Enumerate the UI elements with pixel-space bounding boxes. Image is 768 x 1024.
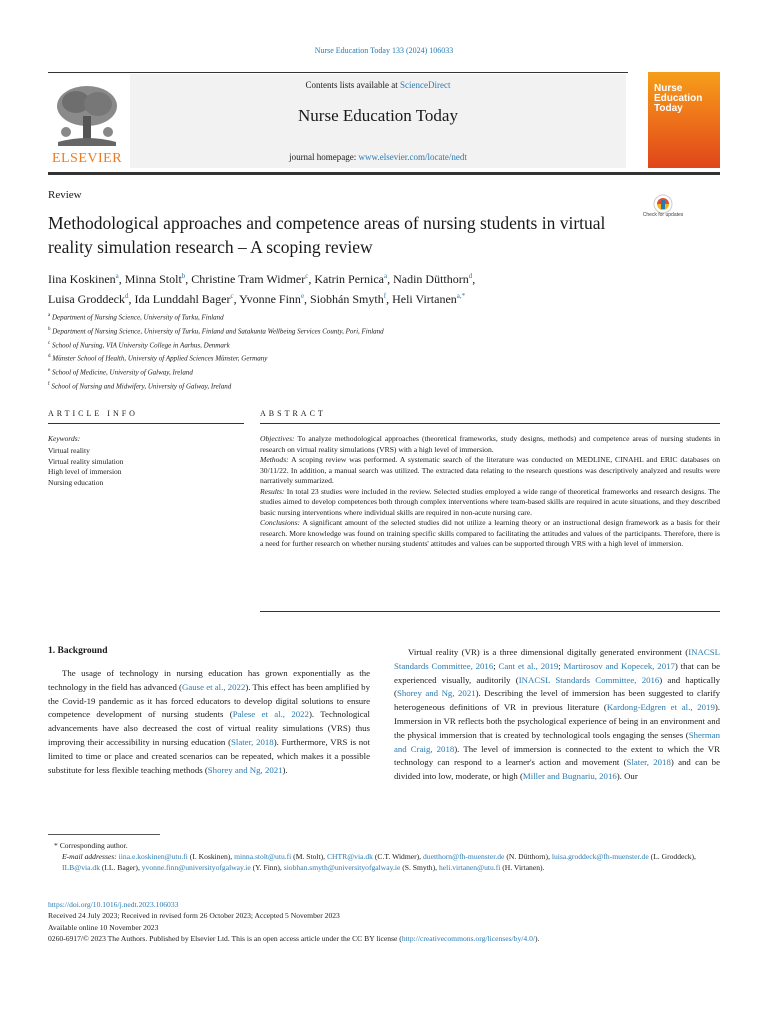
author[interactable]: Yvonne Finn [239, 292, 301, 306]
citation-link[interactable]: Sherman and Craig, 2018 [394, 729, 720, 754]
email-owner: (H. Virtanen). [500, 863, 545, 873]
license-text: ). [534, 933, 540, 943]
author-affiliation-marker[interactable]: d [124, 292, 129, 300]
results-text: In total 23 studies were included in the review. Selected studies employed a wide range of theoretical frameworks and research designs. The studies aimed to develop competences both through complex interventions where team-based skills are required in acute situations, and they described basic nursing interventions where individual skills are required in non-acute nursing care. [260, 486, 720, 517]
affiliation-text: Department of Nursing Science, University of Turku, Finland [51, 313, 224, 322]
article-title: Methodological approaches and competence areas of nursing students in virtual reality simulation research – A scoping review [48, 213, 606, 257]
body-text: ). Furthermore, VRS is not limited to time or place and created scenarios can be repeated, which makes it a possible substitute for less flexible teaching methods ( [48, 736, 370, 775]
author-list [48, 268, 648, 308]
author-affiliation-marker[interactable]: c [305, 272, 309, 280]
email-owner: (S. Smyth), [400, 863, 439, 873]
masthead-bottom-rule [48, 172, 720, 175]
author-affiliation-marker[interactable]: a [115, 272, 119, 280]
left-column-paragraph [48, 667, 370, 777]
author[interactable]: Minna Stolt [124, 272, 182, 286]
author[interactable]: Nadin Dütthorn [393, 272, 469, 286]
publication-info [48, 899, 720, 944]
affiliation-marker: c [48, 340, 51, 346]
keywords-label: Keywords: [48, 434, 81, 443]
body-text: ; [493, 660, 499, 671]
body-text: ). This effect has been amplified by the Covid-19 pandemic as it has forced educators to develop digital solutions to ensure competence development of nursing students ( [48, 681, 370, 720]
body-text: ). Describing the level of immersion has been suggested to clarify heterogeneous definitions of VR in previous literature ( [394, 688, 721, 713]
objectives-label: Objectives: [260, 434, 295, 443]
citation-link[interactable]: Kardong-Edgren et al., 2019 [606, 702, 715, 713]
email-link[interactable]: iina.e.koskinen@utu.fi [118, 852, 188, 862]
keyword: Virtual reality simulation [48, 456, 124, 466]
contents-prefix: Contents lists available at [305, 80, 400, 90]
keyword: Nursing education [48, 477, 104, 487]
author-affiliation-marker[interactable]: e [300, 292, 305, 300]
email-owner: (L. Groddeck), [648, 852, 696, 862]
article-type: Review [48, 189, 82, 201]
conclusions-label: Conclusions: [260, 518, 301, 527]
affiliation [48, 379, 648, 393]
keyword: Virtual reality [48, 446, 90, 455]
citation-link[interactable]: Miller and Bugnariu, 2016 [522, 771, 617, 782]
available-online: Available online 10 November 2023 [48, 922, 159, 932]
body-text: ). The level of immersion is connected to the extent to which the VR technology can respond to a learner's action and movement ( [394, 743, 721, 768]
affiliation-text: School of Medicine, University of Galway, Ireland [51, 368, 193, 377]
email-owner: (I. Koskinen), [187, 852, 235, 862]
email-owner: (Y. Finn), [250, 863, 284, 873]
email-owner: (C.T. Widmer), [372, 852, 423, 862]
article-info-rule [48, 423, 244, 424]
citation-link[interactable]: Martirosov and Kopecek, 2017 [563, 660, 675, 671]
affiliation-marker: f [48, 382, 50, 388]
footnote-block [48, 840, 720, 874]
homepage-link[interactable]: www.elsevier.com/locate/nedt [358, 152, 467, 162]
email-link[interactable]: heli.virtanen@utu.fi [438, 863, 501, 873]
author[interactable]: Siobhán Smyth [310, 292, 384, 306]
abstract-objectives [260, 434, 720, 455]
email-link[interactable]: CHTR@via.dk [326, 852, 373, 862]
homepage-line [130, 152, 626, 162]
body-text: ). Immersion in VR reflects both the psychological experience of being in an environment and the physical immersion that is created by technological tools engaging the senses ( [394, 702, 720, 740]
journal-cover-title: Nurse Education Today [654, 83, 703, 114]
email-link[interactable]: yvonne.finn@universityofgalway.ie [141, 863, 251, 873]
author-line-1: Iina Koskinen$^a$, Minna Stolt$^b$, Christine Tram Widmer$^c$, Katrin Pernica$^a$, Nadin Dütthorn$^d$, [48, 272, 476, 286]
affiliation [48, 338, 648, 352]
author-affiliation-marker[interactable]: a [384, 272, 388, 280]
affiliation-marker: b [48, 326, 51, 332]
contents-line [130, 80, 626, 90]
results-label: Results: [260, 486, 285, 496]
affiliation [48, 365, 648, 379]
body-text: ) that can be experienced visually, auditorily ( [394, 660, 721, 685]
affiliation-marker: d [48, 354, 51, 360]
abstract-bottom-rule [260, 611, 720, 612]
body-text: ). [282, 764, 288, 775]
affiliation-marker: e [48, 368, 51, 374]
affiliation-marker: a [48, 313, 51, 318]
citation-link[interactable]: Shorey and Ng, 2021 [207, 764, 283, 775]
email-addresses [48, 851, 720, 873]
abstract-top-rule [260, 423, 720, 424]
author[interactable]: Iina Koskinen [48, 272, 116, 286]
affiliation-list [48, 310, 648, 393]
author-affiliation-marker[interactable]: f [383, 292, 387, 300]
methods-label: Methods: [260, 455, 289, 464]
publisher-wordmark: ELSEVIER [51, 151, 123, 166]
journal-title: Nurse Education Today [298, 106, 458, 125]
author[interactable]: Luisa Groddeck [48, 292, 125, 306]
author[interactable]: Christine Tram Widmer [191, 272, 306, 286]
keyword-list [48, 446, 123, 488]
citation-link[interactable]: Shorey and Ng, 2021 [396, 688, 476, 699]
email-owner: (M. Stolt), [291, 852, 327, 862]
received-dates: Received 24 July 2023; Received in revised form 26 October 2023; Accepted 5 November 2023 [48, 911, 340, 921]
citation-link[interactable]: Slater, 2018 [626, 757, 671, 768]
license-line [48, 933, 720, 944]
body-text: ) and haptically ( [394, 674, 720, 699]
affiliation-text: School of Nursing, VIA University College in Aarhus, Denmark [51, 340, 230, 349]
check-for-updates-label[interactable]: Check for updates [642, 212, 684, 218]
author[interactable]: Heli Virtanen [392, 292, 457, 306]
objectives-text: To analyze methodological approaches (theoretical frameworks, study designs, methods) and competence areas of nursing students in research on virtual reality simulations (VRS) with a high level of immersion. [260, 434, 720, 454]
doi-link[interactable]: https://doi.org/10.1016/j.nedt.2023.106033 [48, 900, 179, 909]
affiliation [48, 351, 648, 365]
affiliation [48, 324, 648, 338]
affiliation-text: School of Nursing and Midwifery, University of Galway, Ireland [51, 382, 232, 391]
footnote-rule [48, 834, 160, 835]
section-heading-background: 1. Background [48, 646, 108, 656]
affiliation [48, 310, 648, 324]
citation-link[interactable]: Gause et al., 2022 [182, 681, 246, 692]
author[interactable]: Katrin Pernica [314, 272, 384, 286]
author-line-2: Luisa Groddeck$^d$, Ida Lunddahl Bager$^c$, Yvonne Finn$^e$, Siobhán Smyth$^f$, Heli Virtanen$^{a,*}$ [48, 292, 466, 306]
author-affiliation-marker[interactable]: d [468, 272, 473, 280]
citation-link[interactable]: Slater, 2018 [231, 736, 274, 747]
email-owner: (N. Dütthorn), [504, 852, 552, 862]
abstract-results [260, 487, 720, 519]
sciencedirect-link[interactable]: ScienceDirect [400, 80, 451, 90]
citation-link[interactable]: INACSL Standards Committee, 2016 [394, 647, 720, 671]
body-text: Virtual reality (VR) is a three dimensional digitally generated environment ( [408, 647, 689, 657]
citation-link[interactable]: INACSL Standards Committee, 2016 [518, 674, 660, 685]
body-text: ). Our [616, 771, 638, 782]
author-affiliation-marker[interactable]: b [181, 272, 186, 280]
right-column-paragraph [394, 646, 720, 784]
author-affiliation-marker[interactable]: a,* [456, 292, 466, 300]
citation-link[interactable]: Cant et al., 2019 [498, 660, 559, 671]
citation-link[interactable]: Palese et al., 2022 [232, 709, 309, 720]
abstract-methods [260, 455, 720, 487]
keyword: High level of immersion [48, 467, 122, 476]
email-label: E-mail addresses: [62, 852, 117, 862]
email-link[interactable]: ILB@via.dk [62, 863, 100, 873]
affiliation-text: Münster School of Health, University of Applied Sciences Münster, Germany [52, 354, 268, 363]
email-link[interactable]: minna.stolt@utu.fi [234, 852, 292, 862]
email-link[interactable]: siobhan.smyth@universityofgalway.ie [283, 863, 401, 873]
body-text: ; [558, 660, 564, 671]
conclusions-text: A significant amount of the selected studies did not utilize a learning theory or an instructional design framework as a basis for their research. More knowledge was found on training specific skills compared to facilitating the attitudes and values of the participants. Therefore, there is a need for further research on whether nursing students' attitudes and values can be supported through VRS with a high level of immersion. [260, 518, 720, 548]
homepage-prefix: journal homepage: [289, 152, 359, 162]
body-text: The usage of technology in nursing education has grown exponentially as the technology in the field has advanced ( [48, 668, 370, 692]
abstract-conclusions [260, 518, 720, 550]
email-link[interactable]: luisa.groddeck@fh-muenster.de [551, 852, 649, 862]
journal-reference[interactable]: Nurse Education Today 133 (2024) 106033 [314, 46, 454, 55]
author-affiliation-marker[interactable]: c [230, 292, 234, 300]
corresponding-author-note: * Corresponding author. [54, 841, 128, 850]
body-text: ) and can be divided into low, moderate, or high ( [394, 757, 720, 782]
license-link[interactable]: http://creativecommons.org/licenses/by/4.0/ [401, 933, 535, 943]
abstract-heading: ABSTRACT [260, 409, 326, 418]
affiliation-text: Department of Nursing Science, University of Turku, Finland and Satakunta Wellbeing Services County, Pori, Finland [52, 327, 384, 336]
email-owner: (I.L. Bager), [100, 863, 142, 873]
body-text: ). Technological advancements have also decreased the cost of virtual reality simulations (VRS) thus improving their accessibility in nursing education ( [48, 709, 370, 747]
email-link[interactable]: duetthorn@fh-muenster.de [422, 852, 505, 862]
license-text: 0260-6917/© 2023 The Authors. Published by Elsevier Ltd. This is an open access article under the CC BY license ( [48, 933, 402, 943]
article-info-heading: ARTICLE INFO [48, 409, 138, 418]
author[interactable]: Ida Lunddahl Bager [134, 292, 231, 306]
methods-text: A scoping review was performed. A systematic search of the literature was conducted on MEDLINE, CINAHL and ERIC databases on 30/11/22. In addition, a manual search was utilized. The extracted data relating to the research questions was descriptively analyzed and results were narratively summarized. [260, 455, 720, 485]
abstract-body [260, 434, 720, 550]
